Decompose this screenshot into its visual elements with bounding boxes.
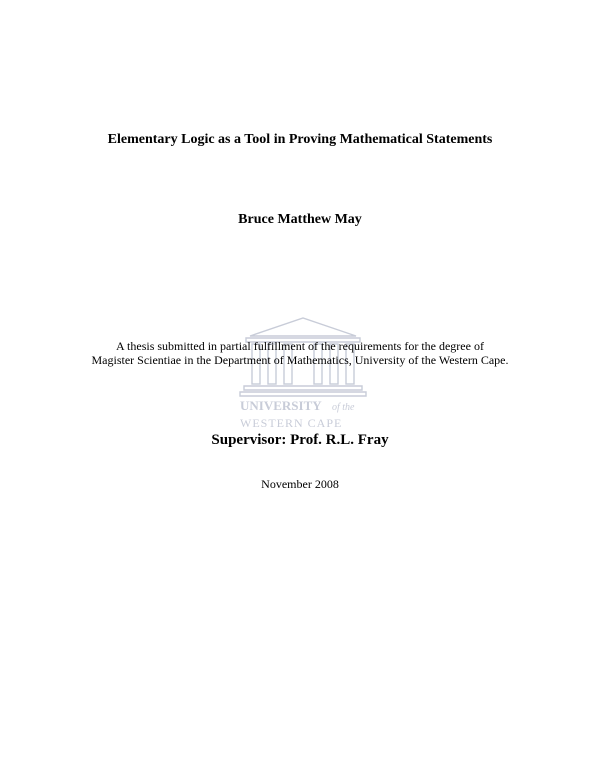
university-watermark — [228, 314, 378, 434]
base-step-shape — [244, 386, 362, 390]
base-step-shape — [240, 392, 366, 396]
watermark-western-cape-text: WESTERN CAPE — [240, 416, 343, 430]
author-name: Bruce Matthew May — [238, 212, 362, 227]
watermark-of-the-text: of the — [332, 402, 355, 413]
submission-statement-line-2: Magister Scientiae in the Department of Mathematics, University of the Western Cape. — [91, 353, 509, 367]
pediment-shape — [250, 318, 356, 336]
supervisor-line: Supervisor: Prof. R.L. Fray — [211, 432, 389, 448]
watermark-university-text: UNIVERSITY — [240, 398, 322, 413]
thesis-title: Elementary Logic as a Tool in Proving Mathematical Statements — [107, 132, 493, 147]
submission-statement-line-1: A thesis submitted in partial fulfillment of the requirements for the degree of — [116, 339, 484, 353]
submission-date: November 2008 — [261, 477, 339, 491]
university-crest-icon — [228, 314, 378, 434]
